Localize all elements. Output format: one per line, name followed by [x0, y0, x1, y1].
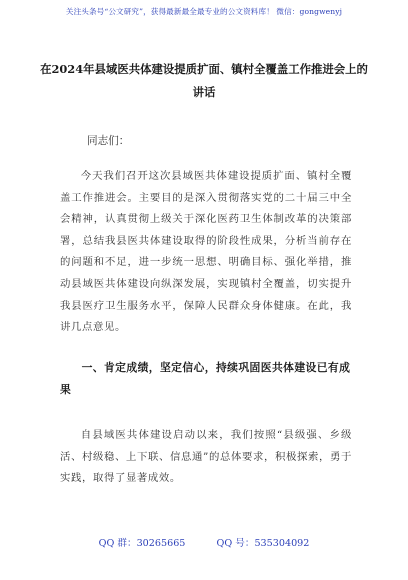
body-paragraph-2: 自县域医共体建设启动以来，我们按照“县级强、乡级活、村级稳、上下联、信息通”的总体要求，积极探索，勇于实践，取得了显著成效。 — [60, 429, 352, 485]
footer-contact — [0, 535, 408, 549]
salutation: 同志们： — [87, 135, 130, 147]
footer-qq-group: QQ 群：30265665 — [98, 538, 186, 549]
body-paragraph-1: 今天我们召开这次县域医共体建设提质扩面、镇村全覆盖工作推进会。主要目的是深入贯彻落实党的二十届三中全会精神，认真贯彻上级关于深化医药卫生体制改革的决策部署，总结我县医共体建设取得的阶段性成果，分析当前存在的问题和不足，进一步统一思想、明确目标、强化举措，推动县域医共体建设向纵深发展，实现镇村全覆盖，切实提升我县医疗卫生服务水平，保障人民群众身体健康。在此，我讲几点意见。 — [60, 170, 352, 334]
section-heading-1: 一、肯定成绩，坚定信心，持续巩固医共体建设已有成果 — [60, 361, 351, 396]
footer-qq-number: QQ 号：535304092 — [216, 538, 310, 549]
header-banner: 关注头条号“公文研究”，获得最新最全最专业的公文资料库！ 微信：gongwenyj — [65, 7, 343, 16]
page-title: 在2024年县域医共体建设提质扩面、镇村全覆盖工作推进会上的讲话 — [40, 62, 368, 99]
